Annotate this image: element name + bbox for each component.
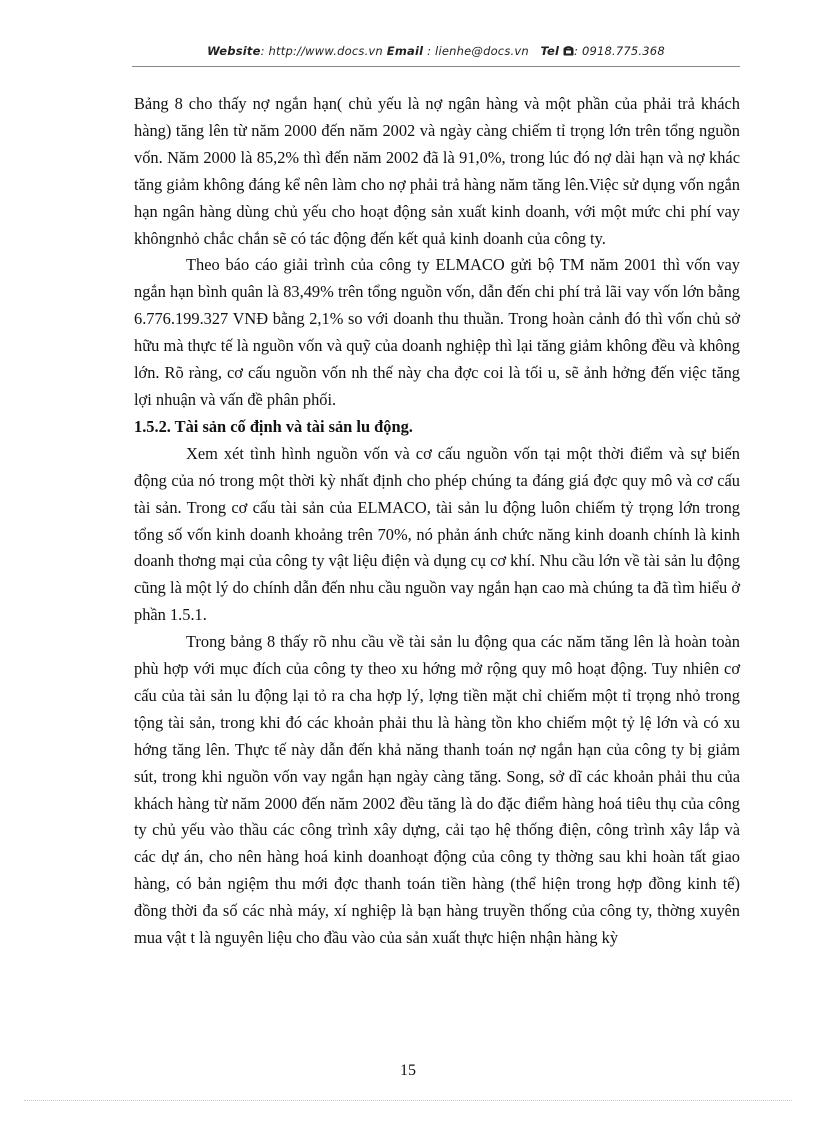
page-number: 15 <box>400 1062 416 1079</box>
paragraph-1: Bảng 8 cho thấy nợ ngắn hạn( chủ yếu là nợ ngân hàng và một phần của phải trả khách hàng) tăng lên từ năm 2000 đến năm 2002 và ngày càng chiếm tỉ trọng lớn trên tổng nguồn vốn. Năm 2000 là 85,2% thì đến năm 2002 đã là 91,0%, trong lúc đó nợ dài hạn và nợ khác tăng giảm không đáng kể nên làm cho nợ phải trả hàng năm tăng lên.Việc sử dụng vốn ngắn hạn ngân hàng dùng chủ yếu cho hoạt động sản xuất kinh doanh, với một mức chi phí vay khôngnhỏ chắc chắn sẽ có tác động đến kết quả kinh doanh của công ty. <box>134 94 740 248</box>
paragraph-3: Xem xét tình hình nguồn vốn và cơ cấu nguồn vốn tại một thời điểm và sự biến động của nó trong một thời kỳ nhất định cho phép chúng ta đáng giá đợc quy mô và cơ cấu tài sản. Trong cơ cấu tài sản của ELMACO, tài sản lu động luôn chiếm tỷ trọng lớn trong tổng số vốn kinh doanh khoảng trên 70%, nó phản ánh chức năng kinh doanh chính là kinh doanh thơng mại của công ty vật liệu điện và dụng cụ cơ khí. Nhu cầu lớn về tài sản lu động cũng là một lý do chính dẫn đến nhu cầu nguồn vay ngắn hạn cao mà chúng ta đã tìm hiểu ở phần 1.5.1. <box>134 443 740 625</box>
footer-divider <box>24 1100 792 1101</box>
website-value: : http://www.docs.vn <box>260 44 383 58</box>
paragraph-2: Theo báo cáo giải trình của công ty ELMACO gửi bộ TM năm 2001 thì vốn vay ngắn hạn bình quân là 83,49% trên tổng nguồn vốn, dẫn đến chi phí trả lãi vay vốn lớn bằng 6.776.199.327 VNĐ bằng 2,1% so với doanh thu thuần. Trong hoàn cảnh đó thì vốn chủ sở hữu mà thực tế là nguồn vốn và quỹ của doanh nghiệp thì lại tăng giảm không đều và không lớn. Rõ ràng, cơ cấu nguồn vốn nh thế này cha đợc coi là tối u, sẽ ảnh hởng đến việc tăng lợi nhuận và vấn đề phân phối. <box>134 255 740 409</box>
email-value: : lienhe@docs.vn <box>423 44 529 58</box>
website-label: Website <box>207 44 261 58</box>
email-label: Email <box>386 44 424 58</box>
page-header <box>132 44 740 59</box>
tel-label: Tel <box>540 44 560 58</box>
section-heading: 1.5.2. Tài sản cố định và tài sản lu động. <box>134 416 413 436</box>
paragraph-4: Trong bảng 8 thấy rõ nhu cầu về tài sản lu động qua các năm tăng lên là hoàn toàn phù hợp với mục đích của công ty theo xu hớng mở rộng quy mô hoạt động. Tuy nhiên cơ cấu của tài sản lu động lại tỏ ra cha hợp lý, lợng tiền mặt chỉ chiếm một tỉ trọng nhỏ trong tộng tài sản, trong khi đó các khoản phải thu là hàng tồn kho chiếm một tỷ lệ lớn và có xu hớng tăng lên. Thực tế này dẫn đến khả năng thanh toán nợ ngắn hạn của công ty bị giảm sút, trong khi nguồn vốn vay ngắn hạn ngày càng tăng. Song, sở dĩ các khoản phải thu của khách hàng từ năm 2000 đến năm 2002 đều tăng là do đặc điểm hàng hoá tiêu thụ của công ty chủ yếu vào thầu các công trình xây dựng, cải tạo hệ thống điện, công trình xây lắp và các dự án, cho nên hàng hoá kinh doanhoạt động của công ty thờng sau khi hoàn tất giao hàng, có bản ngiệm thu mới đợc thanh toán tiền hàng (thể hiện trong hợp đồng kinh tế) đồng thời đa số các nhà máy, xí nghiệp là bạn hàng truyền thống của công ty, thờng xuyên mua vật t là nguyên liệu cho đầu vào của sản xuất thực hiện nhận hàng kỳ <box>134 632 740 948</box>
phone-icon <box>563 45 574 59</box>
document-body <box>134 91 740 952</box>
tel-value: : 0918.775.368 <box>574 44 665 58</box>
header-divider <box>132 66 740 67</box>
